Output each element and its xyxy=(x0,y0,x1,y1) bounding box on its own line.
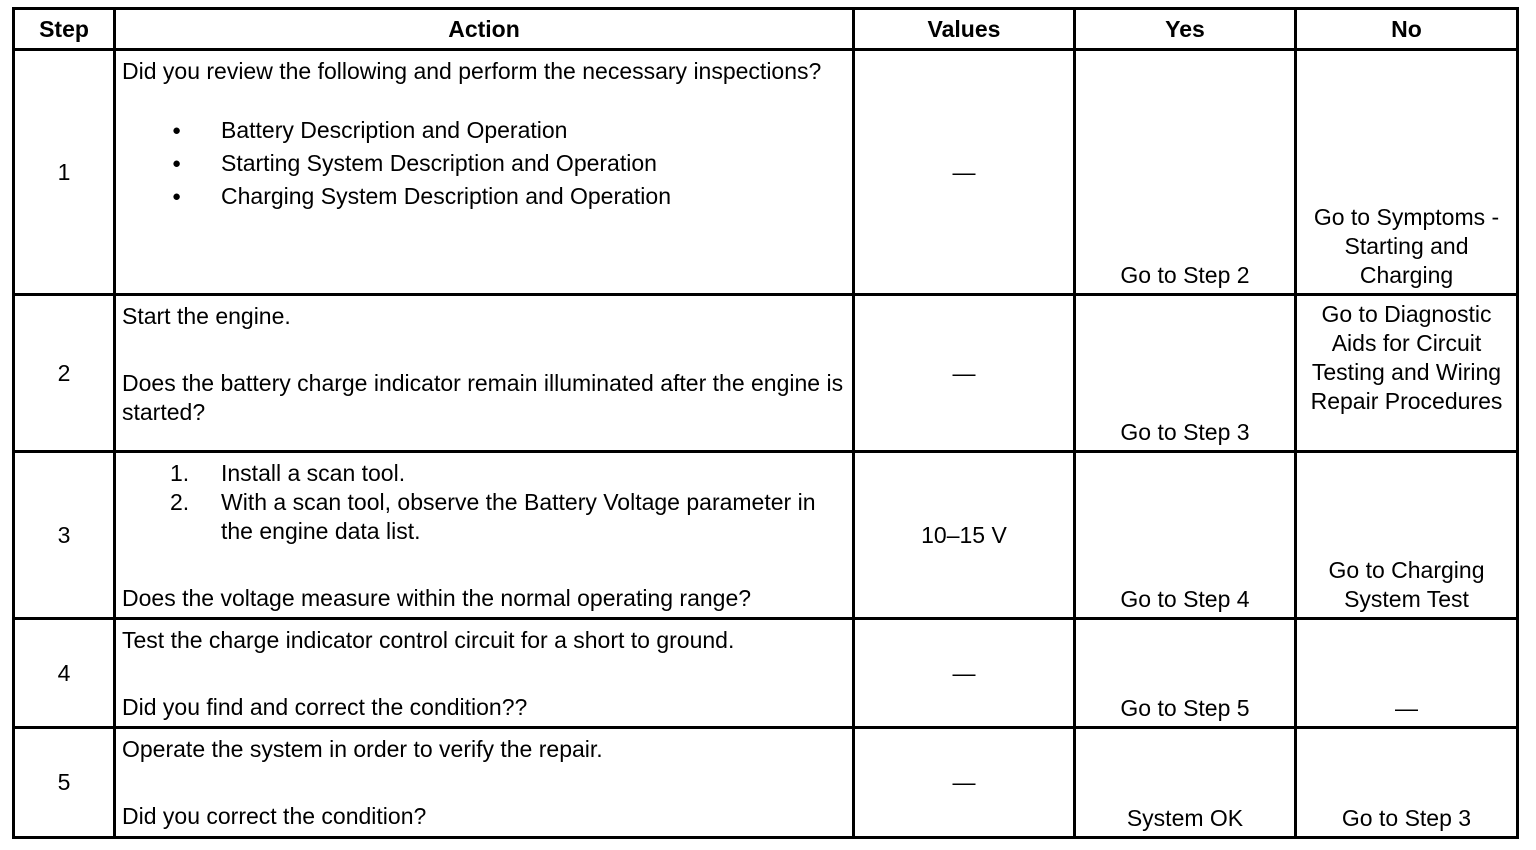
step-number: 5 xyxy=(14,728,115,838)
yes-cell: Go to Step 2 xyxy=(1075,50,1296,295)
table-row xyxy=(14,728,1518,838)
list-number: 1. xyxy=(170,460,190,486)
yes-cell: Go to Step 4 xyxy=(1075,452,1296,619)
action-cell xyxy=(115,619,854,728)
action-cell xyxy=(115,452,854,619)
list-text: Install a scan tool. xyxy=(221,460,406,486)
values-cell: — xyxy=(854,728,1075,838)
yes-cell: Go to Step 5 xyxy=(1075,619,1296,728)
table-row xyxy=(14,295,1518,452)
values-cell: — xyxy=(854,295,1075,452)
header-row xyxy=(14,9,1518,50)
no-cell: Go to Step 3 xyxy=(1296,728,1518,838)
header-values: Values xyxy=(854,9,1075,50)
action-text: Did you review the following and perform the necessary inspections? xyxy=(122,58,822,84)
no-cell: — xyxy=(1296,619,1518,728)
list-item xyxy=(122,488,846,546)
action-question: Did you find and correct the condition?? xyxy=(122,694,528,720)
table-row xyxy=(14,50,1518,295)
list-item: ● Battery Description and Operation xyxy=(122,114,846,147)
list-item: ● Starting System Description and Operation xyxy=(122,147,846,180)
list-number: 2. xyxy=(170,489,190,515)
table-row xyxy=(14,452,1518,619)
list-item xyxy=(122,459,846,488)
action-cell xyxy=(115,728,854,838)
action-cell xyxy=(115,295,854,452)
action-text: Test the charge indicator control circuit for a short to ground. xyxy=(122,627,735,653)
action-text: Operate the system in order to verify the repair. xyxy=(122,736,603,762)
step-number: 2 xyxy=(14,295,115,452)
table-row xyxy=(14,619,1518,728)
bullet-list xyxy=(122,114,846,213)
no-cell: Go to Diagnostic Aids for Circuit Testing and Wiring Repair Procedures xyxy=(1296,295,1518,452)
list-text: With a scan tool, observe the Battery Voltage parameter in the engine data list. xyxy=(221,489,816,544)
step-number: 4 xyxy=(14,619,115,728)
header-step: Step xyxy=(14,9,115,50)
action-text: Start the engine. xyxy=(122,303,291,329)
no-cell: Go to Charging System Test xyxy=(1296,452,1518,619)
list-item: ● Charging System Description and Operation xyxy=(122,180,846,213)
action-cell xyxy=(115,50,854,295)
numbered-list xyxy=(122,459,846,546)
action-question: Does the voltage measure within the normal operating range? xyxy=(122,585,752,611)
header-no: No xyxy=(1296,9,1518,50)
values-cell: — xyxy=(854,50,1075,295)
values-cell: 10–15 V xyxy=(854,452,1075,619)
step-number: 1 xyxy=(14,50,115,295)
no-cell: Go to Symptoms - Starting and Charging xyxy=(1296,50,1518,295)
values-cell: — xyxy=(854,619,1075,728)
header-yes: Yes xyxy=(1075,9,1296,50)
diagnostic-table xyxy=(12,7,1519,839)
action-question: Did you correct the condition? xyxy=(122,803,427,829)
yes-cell: Go to Step 3 xyxy=(1075,295,1296,452)
action-question: Does the battery charge indicator remain illuminated after the engine is started? xyxy=(122,370,844,425)
header-action: Action xyxy=(115,9,854,50)
yes-cell: System OK xyxy=(1075,728,1296,838)
step-number: 3 xyxy=(14,452,115,619)
